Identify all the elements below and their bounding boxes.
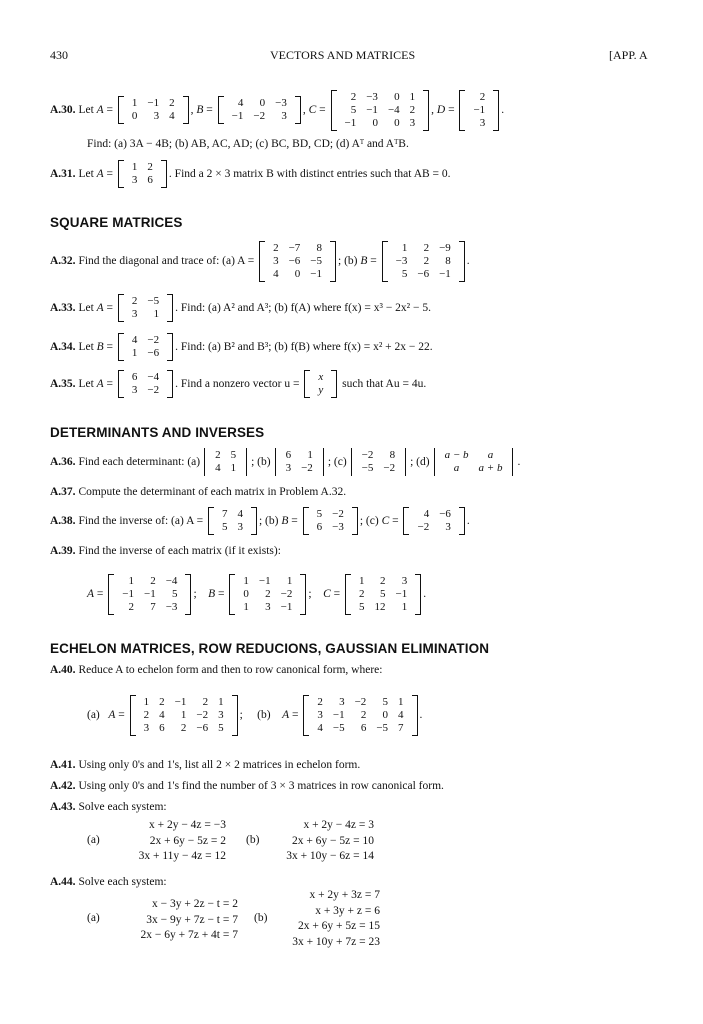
matrix-entry: 3 — [265, 600, 271, 613]
right-bracket — [167, 294, 173, 322]
left-bracket — [108, 574, 114, 615]
matrix-entry: 3 — [131, 384, 138, 396]
matrix-entry: a + b — [478, 462, 503, 474]
right-bracket — [459, 241, 465, 282]
matrix-entry: −4 — [165, 574, 178, 587]
matrix-a40-a — [130, 695, 238, 736]
matrix-entry: −2 — [417, 521, 430, 533]
matrix-entry: 1 — [243, 574, 249, 587]
matrix-entry: 1 — [131, 161, 138, 173]
matrix-entry: −1 — [231, 110, 244, 122]
a42-text: Using only 0's and 1's find the number of 3 × 3 matrices in row canonical form. — [78, 780, 444, 792]
equation: x + 2y + 3z = 7 — [309, 889, 380, 901]
matrix-a33-A — [118, 294, 173, 322]
problem-number: A.37. — [50, 486, 76, 498]
right-bracket — [459, 507, 465, 535]
a41-text: Using only 0's and 1's, list all 2 × 2 matrices in echelon form. — [78, 759, 361, 771]
matrix-entry: −1 — [366, 103, 378, 116]
matrix-entry: 2 — [215, 449, 221, 461]
system-a43-a — [116, 818, 226, 865]
matrix-entry: 3 — [131, 174, 138, 186]
matrix-entry: −4 — [387, 103, 400, 116]
left-bracket — [118, 333, 124, 361]
equation: x + 3y + z = 6 — [315, 904, 380, 917]
matrix-entry: −1 — [144, 587, 156, 600]
matrix-entry: 1 — [230, 462, 237, 474]
matrix-entry: −3 — [332, 521, 344, 533]
problem-number: A.38. — [50, 515, 76, 527]
matrix-entry: −6 — [417, 267, 430, 280]
matrix-entry: 0 — [382, 708, 389, 721]
a44-text: Solve each system: — [78, 876, 167, 888]
determinant-bar — [405, 448, 406, 476]
matrix-entry: −3 — [395, 254, 408, 267]
matrix-entry: 2 — [131, 295, 138, 307]
matrix-entry: −2 — [196, 708, 209, 721]
a35-text-2: such that Au = 4u. — [342, 378, 427, 390]
matrix-entry: −2 — [147, 334, 160, 346]
problem-a33: A.33. Let A = 2 −5 3 1 . Find: (a) A² and A³; (b) f(A) where f(x) = x³ − 2x² − 5. — [50, 295, 431, 320]
a31-text: . Find a 2 × 3 matrix B with distinct entries such that AB = 0. — [168, 168, 451, 180]
matrix-a34-B — [118, 333, 173, 361]
determinant-bar — [351, 448, 352, 476]
matrix-entry: 0 — [294, 267, 301, 280]
matrix-entry: x — [318, 371, 324, 383]
matrix-a40-b — [303, 695, 417, 736]
matrix-entry: 2 — [150, 574, 156, 587]
equation: 2x + 6y + 5z = 15 — [297, 920, 380, 932]
matrix-entry: 3 — [401, 574, 408, 587]
equation: x − 3y + 2z − t = 2 — [152, 898, 238, 910]
problem-a40 — [50, 664, 382, 676]
problem-number: A.39. — [50, 545, 76, 557]
matrix-entry: −1 — [310, 267, 322, 280]
matrix-entry: 1 — [180, 708, 187, 721]
a43-text: Solve each system: — [78, 801, 167, 813]
matrix-entry: −3 — [165, 600, 178, 613]
problem-a42 — [50, 780, 444, 792]
left-bracket — [229, 574, 235, 615]
a33-text: . Find: (a) A² and A³; (b) f(A) where f(x) = x³ − 2x² − 5. — [175, 302, 431, 314]
matrix-entry: −1 — [439, 267, 451, 280]
matrix-entry: −1 — [344, 116, 357, 129]
matrix-entry: 6 — [159, 721, 165, 734]
right-bracket — [295, 96, 301, 124]
a44-label-b: (b) — [254, 912, 268, 924]
right-bracket — [331, 370, 337, 398]
matrix-entry: 7 — [221, 508, 228, 520]
problem-a39 — [50, 545, 281, 557]
matrix-entry: 4 — [237, 508, 243, 520]
matrix-entry: 5 — [316, 508, 323, 520]
matrix-entry: −9 — [439, 241, 451, 254]
right-bracket — [161, 160, 167, 188]
problem-number: A.42. — [50, 780, 76, 792]
matrix-entry: 1 — [131, 97, 138, 109]
matrix-entry: 3 — [218, 708, 224, 721]
matrix-entry: 2 — [265, 587, 271, 600]
matrix-entry: 1 — [243, 600, 249, 613]
matrix-entry: a − b — [444, 449, 469, 461]
right-bracket — [493, 90, 499, 131]
matrix-entry: −2 — [361, 449, 374, 461]
matrix-entry: 5 — [358, 600, 365, 613]
matrix-entry: 1 — [398, 695, 404, 708]
a40-matrices: (a) A = 1 2 −1 2 1 2 4 1 −2 3 3 6 2 −6 5 ; (b) A = 2 3 −2 5 1 3 −1 2 0 4 4 −5 6 −5 7 . — [87, 695, 423, 734]
matrix-entry: −2 — [147, 384, 160, 396]
matrix-a35-A — [118, 370, 173, 398]
left-bracket — [118, 370, 124, 398]
matrix-entry: 1 — [401, 600, 408, 613]
section-heading-square: SQUARE MATRICES — [50, 215, 183, 230]
problem-a37 — [50, 486, 346, 498]
left-bracket — [331, 90, 337, 131]
equation: 2x + 6y − 5z = 2 — [149, 834, 226, 847]
matrix-entry: 7 — [150, 600, 156, 613]
matrix-entry: 0 — [394, 116, 400, 129]
matrix-entry: 4 — [215, 462, 221, 474]
matrix-entry: 3 — [281, 110, 287, 122]
matrix-entry: −5 — [310, 254, 322, 267]
matrix-entry: 5 — [379, 587, 386, 600]
left-bracket — [303, 507, 309, 535]
left-bracket — [382, 241, 388, 282]
matrix-a39-B — [229, 574, 306, 615]
matrix-entry: 8 — [445, 254, 451, 267]
matrix-entry: 5 — [218, 721, 224, 734]
matrix-entry: 2 — [143, 708, 150, 721]
right-bracket — [352, 507, 358, 535]
matrix-entry: 12 — [374, 600, 386, 613]
matrix-entry: −1 — [258, 574, 271, 587]
a32-text: Find the diagonal and trace of: (a) A = — [78, 255, 255, 267]
matrix-entry: 6 — [316, 521, 323, 533]
matrix-entry: 4 — [237, 97, 244, 109]
system-a44-b — [276, 888, 380, 950]
right-bracket — [300, 574, 306, 615]
matrix-entry: −3 — [275, 97, 287, 109]
left-bracket — [130, 695, 136, 736]
matrix-entry: −4 — [147, 371, 160, 383]
left-bracket — [345, 574, 351, 615]
matrix-entry: −2 — [301, 462, 313, 474]
matrix-entry: 3 — [445, 521, 451, 533]
right-bracket — [167, 370, 173, 398]
appendix-label: [APP. A — [609, 48, 648, 62]
a40-text: Reduce A to echelon form and then to row canonical form, where: — [78, 664, 383, 676]
matrix-entry: 1 — [307, 449, 313, 461]
matrix-entry: −7 — [288, 241, 301, 254]
matrix-entry: −2 — [253, 110, 266, 122]
matrix-entry: 0 — [243, 587, 249, 600]
problem-number: A.33. — [50, 302, 76, 314]
left-bracket — [118, 160, 124, 188]
matrix-entry: 1 — [218, 695, 224, 708]
matrix-entry: 0 — [259, 97, 266, 109]
a30-find-text: Find: (a) 3A − 4B; (b) AB, AC, AD; (c) BC, BD, CD; (d) Aᵀ and AᵀB. — [87, 138, 409, 150]
matrix-entry: 1 — [286, 574, 293, 587]
matrix-a38-A — [208, 507, 257, 535]
a39-matrices: A = 1 2 −4 −1 −1 5 2 7 −3 ; B = 1 −1 1 0 2 −2 1 3 −1 ; C = 1 2 3 2 5 −1 5 12 1 . — [87, 574, 427, 613]
matrix-entry: 3 — [131, 308, 138, 320]
problem-number: A.43. — [50, 801, 76, 813]
matrix-entry: y — [318, 384, 324, 396]
matrix-entry: 1 — [143, 695, 150, 708]
left-bracket — [218, 96, 224, 124]
matrix-entry: 8 — [316, 241, 322, 254]
a43-label-b: (b) — [246, 834, 260, 846]
equation: 2x − 6y + 7z + 4t = 7 — [140, 929, 238, 941]
problem-a41 — [50, 759, 360, 771]
right-bracket — [185, 574, 191, 615]
a36-text: Find each determinant: (a) — [78, 456, 201, 468]
equation: 3x + 10y + 7z = 23 — [292, 935, 380, 948]
right-bracket — [412, 695, 418, 736]
determinant-a36-d — [432, 448, 516, 476]
a43-label-a: (a) — [87, 834, 100, 846]
matrix-entry: 4 — [131, 334, 138, 346]
left-bracket — [403, 507, 409, 535]
matrix-entry: 2 — [317, 695, 323, 708]
matrix-entry: 3 — [285, 462, 292, 474]
problem-a38: A.38. Find the inverse of: (a) A = 7 4 5 3 ; (b) B = 5 −2 6 −3 ; (c) C = 4 −6 −2 3 . — [50, 508, 470, 533]
problem-number: A.41. — [50, 759, 76, 771]
matrix-entry: 6 — [147, 174, 153, 186]
matrix-entry: −1 — [147, 97, 160, 109]
matrix-a39-C — [345, 574, 421, 615]
determinant-bar — [512, 448, 513, 476]
matrix-entry: −6 — [147, 347, 160, 359]
problem-a34: A.34. Let B = 4 −2 1 −6 . Find: (a) B² and B³; (b) f(B) where f(x) = x² + 2x − 22. — [50, 334, 433, 359]
left-bracket — [259, 241, 265, 282]
matrix-entry: 4 — [423, 508, 430, 520]
problem-number: A.31. — [50, 168, 76, 180]
problem-a36: A.36. Find each determinant: (a) 2 5 4 1 ; (b) 6 1 3 −2 ; (c) −2 8 −5 −2 ; (d) a − b a a a + b . — [50, 449, 521, 474]
matrix-entry: 2 — [273, 241, 279, 254]
section-heading-echelon: ECHELON MATRICES, ROW REDUCIONS, GAUSSIAN ELIMINATION — [50, 641, 490, 656]
matrix-entry: −3 — [366, 90, 378, 103]
right-bracket — [415, 574, 421, 615]
matrix-a32-B — [382, 241, 465, 282]
matrix-entry: 5 — [350, 103, 357, 116]
matrix-entry: −2 — [354, 695, 367, 708]
system-a44-a — [116, 897, 238, 944]
matrix-entry: 2 — [479, 90, 486, 103]
matrix-entry: 2 — [350, 90, 357, 103]
a35-text: . Find a nonzero vector u = — [175, 378, 300, 390]
right-bracket — [167, 333, 173, 361]
matrix-a30-A — [118, 96, 189, 124]
a38-text: Find the inverse of: (a) A = — [78, 515, 204, 527]
equation: x + 2y − 4z = −3 — [148, 819, 226, 831]
left-bracket — [303, 695, 309, 736]
matrix-entry: −2 — [332, 508, 344, 520]
matrix-entry: 2 — [423, 241, 430, 254]
vector-a35-u — [304, 370, 337, 398]
matrix-entry: −1 — [280, 600, 293, 613]
matrix-entry: 1 — [401, 241, 408, 254]
matrix-entry: 2 — [147, 161, 153, 173]
matrix-entry: 6 — [285, 449, 292, 461]
matrix-entry: −6 — [288, 254, 301, 267]
matrix-entry: −6 — [196, 721, 209, 734]
a44-label-a: (a) — [87, 912, 100, 924]
page-number: 430 — [50, 48, 68, 62]
matrix-entry: 3 — [339, 695, 345, 708]
matrix-entry: −6 — [439, 508, 451, 520]
matrix-entry: −2 — [383, 462, 396, 474]
matrix-entry: 2 — [128, 600, 134, 613]
determinant-bar — [275, 448, 276, 476]
matrix-entry: 1 — [409, 90, 416, 103]
matrix-a30-B — [218, 96, 301, 124]
problem-a31: A.31. Let A = 1 2 3 6 . Find a 2 × 3 matrix B with distinct entries such that AB = 0. — [50, 161, 451, 186]
matrix-entry: 4 — [159, 708, 165, 721]
matrix-entry: −5 — [361, 462, 374, 474]
matrix-entry: 1 — [153, 308, 160, 320]
matrix-entry: 5 — [221, 521, 228, 533]
system-a43-b — [268, 818, 374, 865]
problem-a44 — [50, 876, 167, 888]
problem-number: A.34. — [50, 341, 76, 353]
matrix-entry: 5 — [171, 587, 178, 600]
matrix-entry: 0 — [372, 116, 378, 129]
matrix-entry: 4 — [398, 708, 404, 721]
matrix-entry: −5 — [147, 295, 160, 307]
matrix-entry: −1 — [332, 708, 345, 721]
determinant-a36-a — [202, 448, 249, 476]
determinant-bar — [246, 448, 247, 476]
problem-number: A.36. — [50, 456, 76, 468]
problem-number: A.32. — [50, 255, 76, 267]
matrix-entry: a — [453, 462, 460, 474]
problem-number: A.35. — [50, 378, 76, 390]
matrix-entry: 1 — [358, 574, 365, 587]
matrix-entry: −2 — [280, 587, 293, 600]
determinant-bar — [434, 448, 435, 476]
problem-number: A.40. — [50, 664, 76, 676]
section-heading-determinants: DETERMINANTS AND INVERSES — [50, 425, 265, 440]
left-bracket — [459, 90, 465, 131]
matrix-a32-A — [259, 241, 336, 282]
matrix-entry: 3 — [143, 721, 150, 734]
matrix-entry: 2 — [159, 695, 165, 708]
right-bracket — [183, 96, 189, 124]
matrix-a39-A — [108, 574, 191, 615]
matrix-entry: 1 — [131, 347, 138, 359]
matrix-entry: 7 — [398, 721, 404, 734]
matrix-entry: −1 — [395, 587, 408, 600]
matrix-entry: 3 — [153, 110, 160, 122]
matrix-entry: 4 — [169, 110, 175, 122]
matrix-entry: 2 — [379, 574, 386, 587]
matrix-entry: −1 — [473, 103, 486, 116]
problem-number: A.44. — [50, 876, 76, 888]
determinant-bar — [323, 448, 324, 476]
matrix-entry: 0 — [394, 90, 400, 103]
matrix-entry: 2 — [202, 695, 209, 708]
matrix-entry: 8 — [389, 449, 396, 461]
left-bracket — [304, 370, 310, 398]
matrix-entry: 5 — [382, 695, 389, 708]
matrix-entry: 2 — [180, 721, 187, 734]
matrix-entry: −5 — [332, 721, 345, 734]
matrix-entry: 2 — [409, 103, 416, 116]
equation: 3x + 11y − 4z = 12 — [138, 850, 226, 862]
a37-text: Compute the determinant of each matrix in Problem A.32. — [78, 486, 347, 498]
matrix-entry: −1 — [122, 587, 134, 600]
problem-a35: A.35. Let A = 6 −4 3 −2 . Find a nonzero vector u = x y such that Au = 4u. — [50, 371, 427, 396]
a34-text: . Find: (a) B² and B³; (b) f(B) where f(x) = x² + 2x − 22. — [175, 341, 433, 353]
equation: 3x − 9y + 7z − t = 7 — [146, 913, 238, 926]
equation: 3x + 10y − 6z = 14 — [286, 850, 374, 862]
running-title: VECTORS AND MATRICES — [270, 48, 416, 62]
matrix-entry: −5 — [376, 721, 389, 734]
problem-a32: A.32. Find the diagonal and trace of: (a) A = 2 −7 8 3 −6 −5 4 0 −1 ; (b) B = 1 2 −9 −3 2 8 5 −6 −1 . — [50, 241, 470, 280]
equation: x + 2y − 4z = 3 — [303, 819, 374, 831]
matrix-entry: 2 — [423, 254, 430, 267]
matrix-a38-C — [403, 507, 464, 535]
right-bracket — [330, 241, 336, 282]
left-bracket — [208, 507, 214, 535]
left-bracket — [118, 294, 124, 322]
matrix-a30-D — [459, 90, 499, 131]
matrix-entry: 5 — [401, 267, 408, 280]
matrix-entry: −1 — [174, 695, 187, 708]
determinant-a36-c — [349, 448, 408, 476]
matrix-a30-C — [331, 90, 430, 131]
matrix-entry: 4 — [317, 721, 323, 734]
matrix-entry: 1 — [128, 574, 134, 587]
matrix-entry: 6 — [131, 371, 138, 383]
matrix-entry: 3 — [317, 708, 323, 721]
matrix-entry: 3 — [237, 521, 243, 533]
right-bracket — [251, 507, 257, 535]
determinant-bar — [204, 448, 205, 476]
equation: 2x + 6y − 5z = 10 — [291, 834, 374, 847]
determinant-a36-b — [273, 448, 326, 476]
matrix-entry: 3 — [273, 254, 279, 267]
matrix-a38-B — [303, 507, 358, 535]
problem-a43 — [50, 801, 167, 813]
matrix-entry: 2 — [360, 708, 367, 721]
problem-number: A.30. — [50, 104, 76, 116]
matrix-a31-A — [118, 160, 167, 188]
matrix-entry: 3 — [409, 116, 416, 129]
right-bracket — [423, 90, 429, 131]
right-bracket — [232, 695, 238, 736]
matrix-entry: a — [487, 449, 494, 461]
problem-a30: A.30. Let A = 1 −1 2 0 3 4 , B = 4 0 −3 −1 −2 3 , C = 2 −3 0 1 5 −1 −4 2 −1 0 0 3 , D = 2 −1 3 . — [50, 90, 505, 129]
matrix-entry: 6 — [360, 721, 367, 734]
matrix-entry: 2 — [358, 587, 365, 600]
matrix-entry: 0 — [131, 110, 138, 122]
matrix-entry: 4 — [273, 267, 279, 280]
matrix-entry: 3 — [479, 116, 486, 129]
matrix-entry: 2 — [169, 97, 175, 109]
a39-text: Find the inverse of each matrix (if it exists): — [78, 545, 281, 557]
matrix-entry: 5 — [230, 449, 237, 461]
left-bracket — [118, 96, 124, 124]
